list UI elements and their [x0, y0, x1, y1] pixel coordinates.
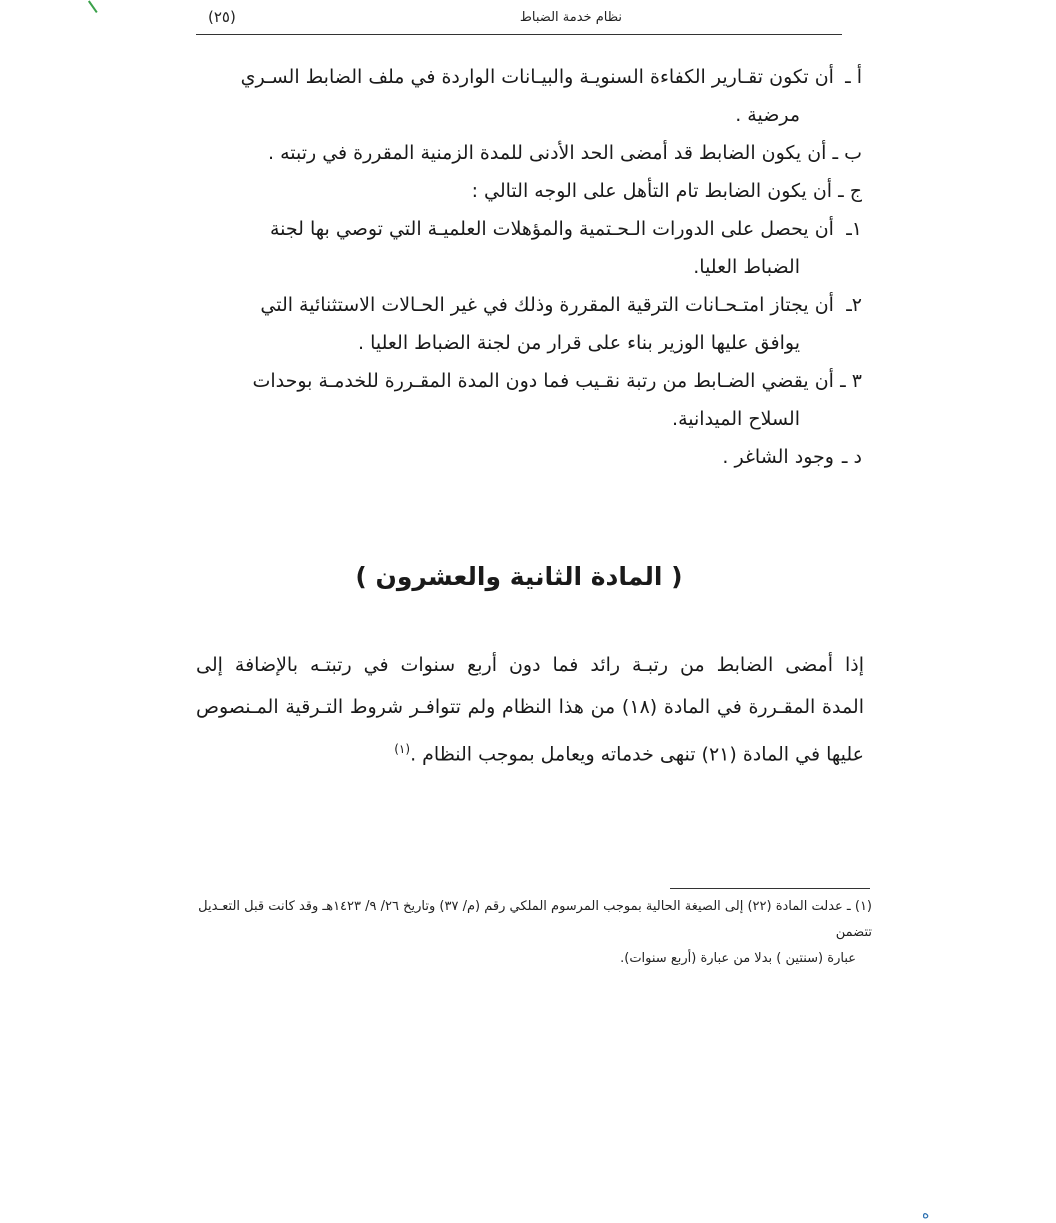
- condition-text: أن يقضي الضـابط من رتبة نقـيب فما دون المدة المقـررة للخدمـة بوحدات: [252, 370, 834, 392]
- article-line: إذا أمضى الضابط من رتبـة رائد فما دون أربع سنوات في رتبتـه بالإضافة إلى: [196, 654, 864, 676]
- condition-text: أن يكون الضابط تام التأهل على الوجه التالي :: [471, 180, 833, 202]
- footnote-line: (١) ـ عدلت المادة (٢٢) إلى الصيغة الحالية بموجب المرسوم الملكي رقم (م/ ٣٧) وتاريخ ٢٦/ ٩/ ١٤٢٣هـ وقد كانت قبل التعـديل تتضمن: [198, 899, 872, 940]
- condition-text: أن يحصل على الدورات الـحـتمية والمؤهلات العلميـة التي توصي بها لجنة: [269, 218, 834, 240]
- corner-glyph: ه: [922, 1206, 930, 1222]
- article-line: المدة المقـررة في المادة (١٨) من هذا النظام ولم تتوافـر شروط التـرقية المـنصوص: [196, 696, 864, 718]
- footnote-line: عبارة (سنتين ) بدلا من عبارة (أربع سنوات).: [620, 951, 856, 966]
- corner-pen-mark: [88, 0, 114, 13]
- condition-text: أن يجتاز امتـحـانات الترقية المقررة وذلك في غير الحـالات الاستثنائية التي: [260, 294, 834, 316]
- conditions-list: [190, 58, 862, 476]
- condition-item-c2: [190, 286, 862, 362]
- condition-text: أن تكون تقـارير الكفاءة السنويـة والبيـانات الواردة في ملف الضابط السـري: [240, 66, 834, 88]
- article-heading: ( المادة الثانية والعشرون ): [355, 562, 683, 591]
- condition-item-a: [190, 58, 862, 134]
- condition-item-d: [190, 438, 862, 476]
- condition-item-b: [190, 134, 862, 172]
- condition-item-c: [190, 172, 862, 210]
- condition-marker: ١ـ: [846, 218, 862, 240]
- footnote-reference: (١): [394, 742, 411, 756]
- condition-text-continued: السلاح الميدانية.: [672, 408, 800, 430]
- condition-marker: أ ـ: [845, 66, 862, 88]
- condition-text-continued: يوافق عليها الوزير بناء على قرار من لجنة الضباط العليا .: [357, 332, 800, 354]
- article-body: [196, 644, 864, 775]
- footnote-divider: [670, 888, 870, 889]
- condition-marker: ج ـ: [838, 180, 862, 202]
- condition-item-c3: [190, 362, 862, 438]
- article-line-last: [196, 728, 864, 775]
- condition-text: وجود الشاغر .: [722, 446, 834, 468]
- header-divider: [196, 34, 842, 35]
- footnote: [196, 894, 872, 972]
- page-number: (٢٥): [208, 8, 236, 26]
- condition-marker: ب ـ: [832, 142, 862, 164]
- condition-marker: ٢ـ: [846, 294, 862, 316]
- header-title: نظام خدمة الضباط: [519, 10, 622, 25]
- condition-marker: د ـ: [841, 446, 862, 468]
- page-header: [196, 8, 842, 32]
- condition-text-continued: الضباط العليا.: [693, 256, 800, 278]
- condition-item-c1: [190, 210, 862, 286]
- condition-text-continued: مرضية .: [735, 104, 800, 126]
- condition-text: أن يكون الضابط قد أمضى الحد الأدنى للمدة الزمنية المقررة في رتبته .: [267, 142, 827, 164]
- article-line: عليها في المادة (٢١) تنهى خدماته ويعامل بموجب النظام .: [410, 743, 864, 766]
- condition-marker: ٣ ـ: [840, 370, 862, 392]
